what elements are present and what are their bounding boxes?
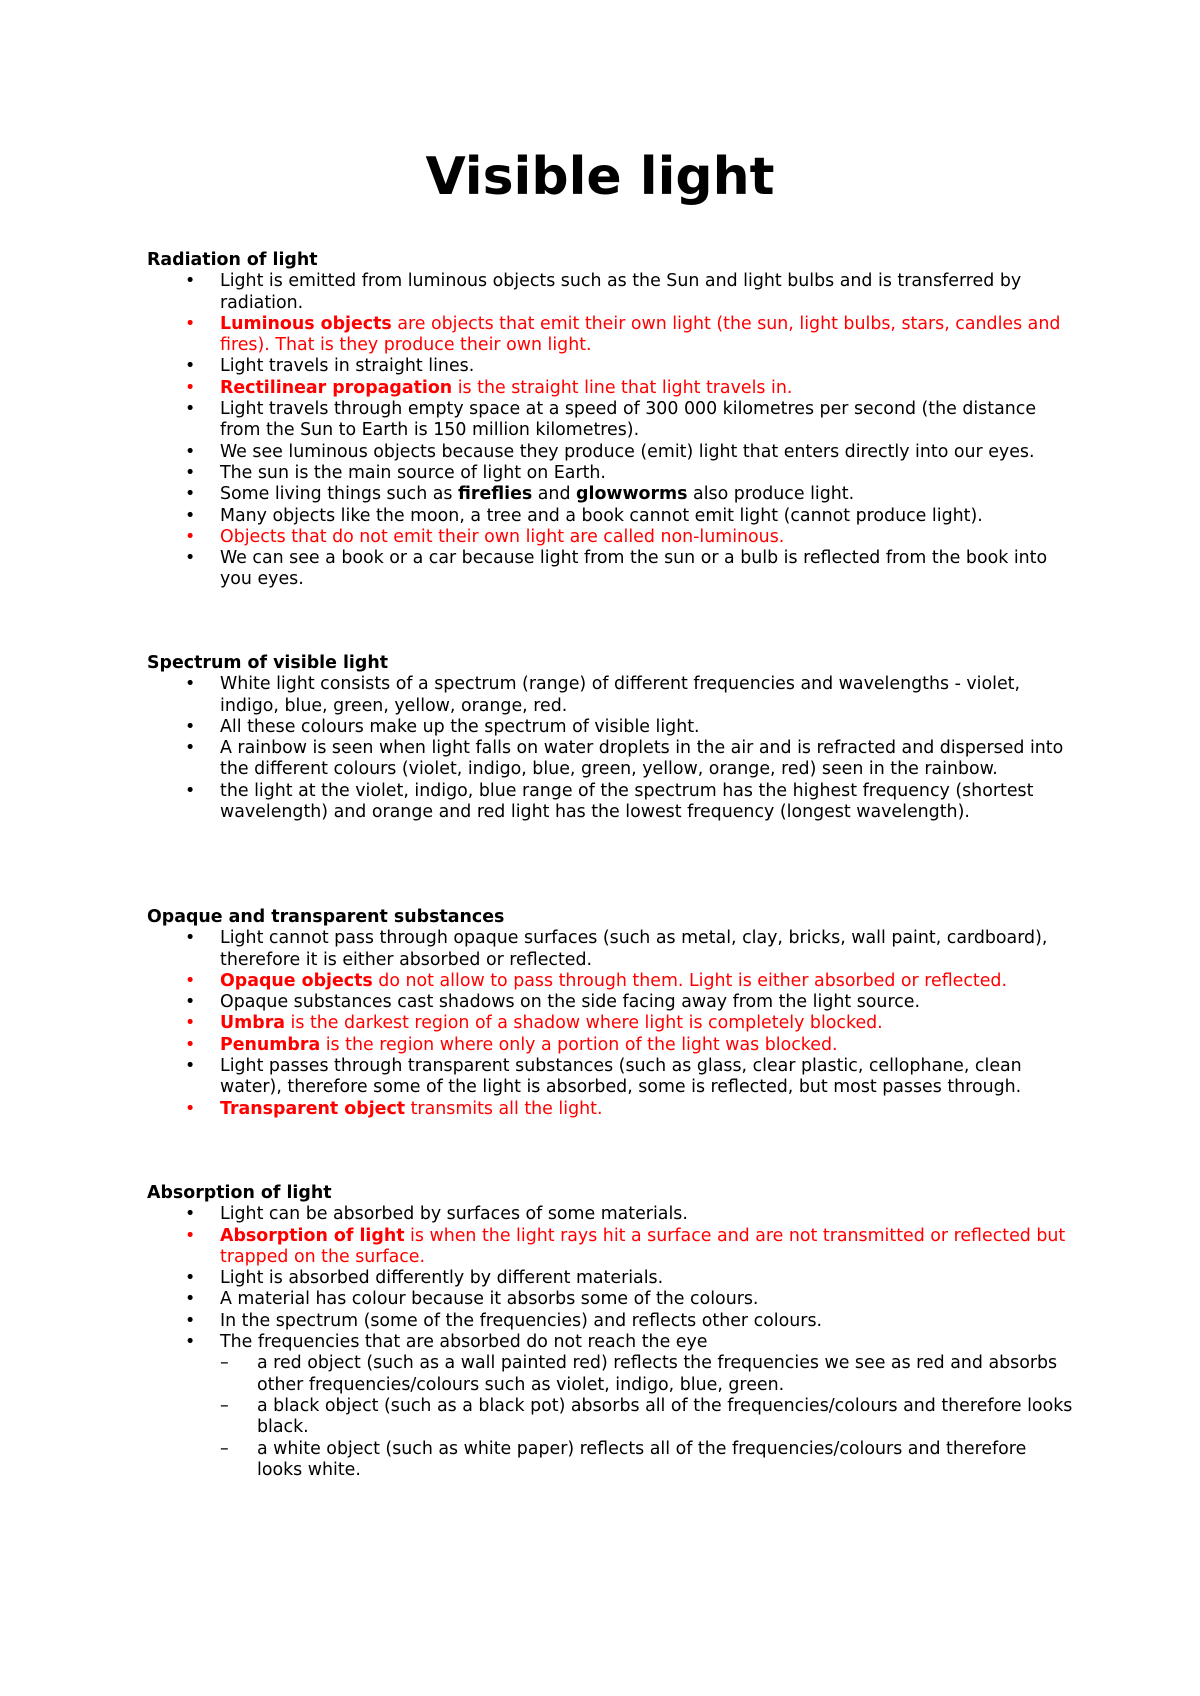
item-text: Light travels through empty space at a speed of 300 000 kilometres per second (the distance from the Sun to Earth is 150 million kilometres). (220, 399, 1037, 441)
list-item (147, 1204, 1077, 1225)
key-term: Absorption of light (220, 1225, 405, 1246)
sub-item-text: a white object (such as white paper) reflects all of the frequencies/colours and therefore looks white. (257, 1438, 1027, 1480)
item-text: In the spectrum (some of the frequencies) and reflects other colours. (220, 1310, 823, 1331)
section-absorption-of-light (147, 1183, 1077, 1481)
section-radiation-of-light (147, 250, 1077, 591)
bullet-list (147, 1204, 1077, 1481)
section-heading: Spectrum of visible light (147, 653, 389, 673)
bullet-icon: • (185, 548, 196, 569)
bullet-icon: • (185, 377, 196, 398)
dash-icon: – (220, 1438, 229, 1459)
bullet-icon: • (185, 1204, 196, 1225)
bullet-icon: • (185, 1225, 196, 1246)
section-heading: Opaque and transparent substances (147, 907, 505, 927)
item-text: transmits all the light. (405, 1098, 603, 1119)
bullet-list (147, 928, 1077, 1120)
list-item (147, 1013, 1077, 1034)
item-text: All these colours make up the spectrum of visible light. (220, 716, 700, 737)
list-item (147, 928, 1077, 971)
item-text: The sun is the main source of light on Earth. (220, 462, 606, 483)
list-item (147, 1035, 1077, 1056)
item-text: is the region where only a portion of the light was blocked. (320, 1034, 838, 1055)
item-text: White light consists of a spectrum (range) of different frequencies and wavelengths - violet, indigo, blue, green, yellow, orange, red. (220, 674, 1021, 716)
list-item (147, 548, 1077, 591)
bullet-icon: • (185, 970, 196, 991)
bullet-icon: • (185, 271, 196, 292)
key-term: Penumbra (220, 1034, 321, 1055)
list-item (147, 527, 1077, 548)
item-text: We can see a book or a car because light from the sun or a bulb is reflected from the book into you eyes. (220, 548, 1048, 590)
list-item (147, 781, 1077, 824)
item-text: and (532, 484, 577, 505)
key-term: Rectilinear propagation (220, 377, 453, 398)
bullet-icon: • (185, 505, 196, 526)
item-text: Many objects like the moon, a tree and a book cannot emit light (cannot produce light). (220, 505, 983, 526)
sub-list-item (220, 1353, 1077, 1396)
list-item (147, 506, 1077, 527)
list-item (147, 717, 1077, 738)
list-item (147, 1268, 1077, 1289)
bullet-icon: • (185, 441, 196, 462)
sub-item-text: a red object (such as a wall painted red) reflects the frequencies we see as red and absorbs other frequencies/colours such as violet, indigo, blue, green. (257, 1353, 1058, 1395)
section-opaque-and-transparent (147, 907, 1077, 1120)
list-item (147, 463, 1077, 484)
key-term: fireflies (457, 484, 533, 505)
section-heading: Radiation of light (147, 250, 318, 270)
list-item (147, 674, 1077, 717)
item-text: Light is emitted from luminous objects such as the Sun and light bulbs and is transferred by radiation. (220, 271, 1022, 313)
bullet-icon: • (185, 526, 196, 547)
key-term: glowworms (576, 484, 688, 505)
item-text: is the straight line that light travels in. (452, 377, 793, 398)
sub-list-item (220, 1396, 1077, 1439)
bullet-icon: • (185, 1034, 196, 1055)
item-text: Light cannot pass through opaque surfaces (such as metal, clay, bricks, wall paint, cardboard), therefore it is either absorbed or reflected. (220, 928, 1048, 970)
dash-icon: – (220, 1395, 229, 1416)
item-text: do not allow to pass through them. Light is either absorbed or reflected. (372, 970, 1007, 991)
bullet-icon: • (185, 1289, 196, 1310)
list-item (147, 442, 1077, 463)
bullet-icon: • (185, 716, 196, 737)
bullet-list (147, 271, 1077, 590)
item-text: A material has colour because it absorbs some of the colours. (220, 1289, 759, 1310)
list-item (147, 992, 1077, 1013)
list-item (147, 314, 1077, 357)
item-text: Opaque substances cast shadows on the side facing away from the light source. (220, 992, 921, 1013)
list-item (147, 1056, 1077, 1099)
bullet-icon: • (185, 399, 196, 420)
key-term: Transparent object (220, 1098, 406, 1119)
sub-list (220, 1353, 1077, 1481)
list-item (147, 738, 1077, 781)
bullet-icon: • (185, 992, 196, 1013)
key-term: Opaque objects (220, 970, 373, 991)
list-item (147, 1289, 1077, 1310)
bullet-icon: • (185, 1310, 196, 1331)
bullet-icon: • (185, 462, 196, 483)
bullet-icon: • (185, 738, 196, 759)
bullet-icon: • (185, 928, 196, 949)
bullet-icon: • (185, 780, 196, 801)
list-item (147, 356, 1077, 377)
sub-item-text: a black object (such as a black pot) absorbs all of the frequencies/colours and therefore looks black. (257, 1395, 1073, 1438)
item-text: Light passes through transparent substances (such as glass, clear plastic, cellophane, clean water), therefore some of the light is absorbed, some is reflected, but most passes through. (220, 1056, 1022, 1098)
list-item (147, 484, 1077, 505)
list-item (147, 1226, 1077, 1269)
item-text: Light can be absorbed by surfaces of some materials. (220, 1204, 688, 1225)
item-text: also produce light. (687, 484, 855, 505)
key-term: Umbra (220, 1013, 286, 1034)
bullet-icon: • (185, 356, 196, 377)
list-item (147, 1311, 1077, 1332)
bullet-icon: • (185, 313, 196, 334)
sub-list-item (220, 1439, 1077, 1482)
section-heading: Absorption of light (147, 1183, 332, 1203)
item-text: Light travels in straight lines. (220, 356, 475, 377)
bullet-icon: • (185, 674, 196, 695)
item-text: are objects that emit their own light (the sun, light bulbs, stars, candles and fires). That is they produce their own light. (220, 313, 1061, 356)
bullet-icon: • (185, 1332, 196, 1353)
bullet-icon: • (185, 1013, 196, 1034)
item-text: is the darkest region of a shadow where light is completely blocked. (285, 1013, 883, 1034)
item-text: Objects that do not emit their own light are called non-luminous. (220, 526, 785, 547)
item-text: Some living things such as (220, 484, 458, 505)
list-item (147, 378, 1077, 399)
item-text: Light is absorbed differently by different materials. (220, 1268, 664, 1289)
list-item (147, 271, 1077, 314)
item-text: The frequencies that are absorbed do not reach the eye (220, 1332, 708, 1353)
bullet-icon: • (185, 1268, 196, 1289)
list-item (147, 1099, 1077, 1120)
dash-icon: – (220, 1353, 229, 1374)
item-text: is when the light rays hit a surface and are not transmitted or reflected but trapped on the surface. (220, 1225, 1066, 1267)
list-item (147, 399, 1077, 442)
bullet-icon: • (185, 1056, 196, 1077)
list-item (147, 1332, 1077, 1481)
item-text: We see luminous objects because they produce (emit) light that enters directly into our eyes. (220, 441, 1035, 462)
section-spectrum-of-visible-light (147, 653, 1077, 823)
item-text: A rainbow is seen when light falls on water droplets in the air and is refracted and dispersed into the different colours (violet, indigo, blue, green, yellow, orange, red) seen in the rainbow. (220, 738, 1064, 780)
bullet-list (147, 674, 1077, 823)
key-term: Luminous objects (220, 313, 392, 334)
item-text: the light at the violet, indigo, blue range of the spectrum has the highest frequency (shortest wavelength) and orange and red light has the lowest frequency (longest wavelength). (220, 780, 1034, 823)
page-title: Visible light (425, 147, 775, 207)
bullet-icon: • (185, 484, 196, 505)
list-item (147, 971, 1077, 992)
bullet-icon: • (185, 1098, 196, 1119)
